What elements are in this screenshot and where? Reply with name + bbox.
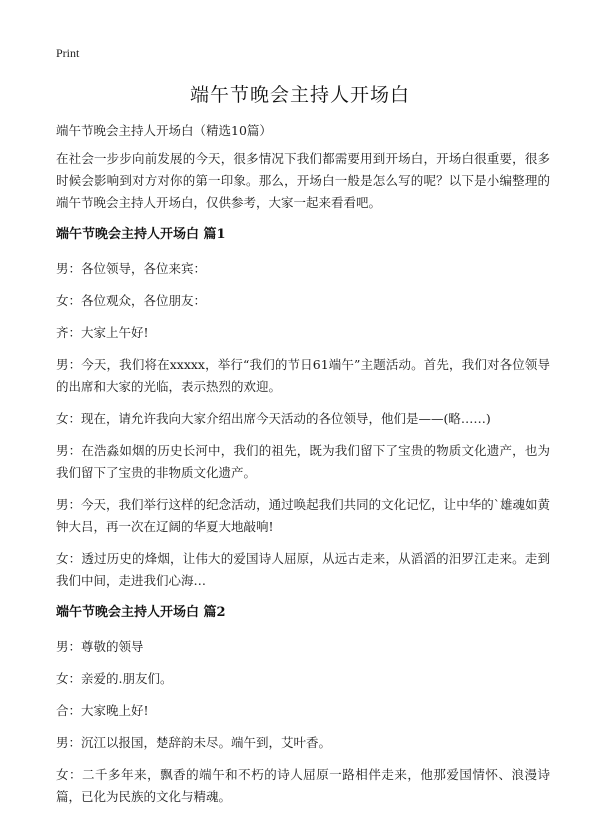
dialogue-line: 男：各位领导，各位来宾： [56,261,207,276]
dialogue-line: 男：在浩淼如烟的历史长河中，我们的祖先，既为我们留下了宝贵的物质文化遗产，也为我们留下了宝贵的非物质文化遗产。 [56,443,550,480]
dialogue-line: 男：沉江以报国，楚辞韵未尽。端午到，艾叶香。 [56,735,332,750]
document-subtitle: 端午节晚会主持人开场白（精选10篇） [56,123,272,138]
section-1 [56,224,550,592]
dialogue-line: 女：现在，请允许我向大家介绍出席今天活动的各位领导，他们是——(略……) [56,411,491,426]
document-content [56,120,550,818]
document-title: 端午节晚会主持人开场白 [189,84,410,106]
dialogue-line: 男：今天，我们举行这样的纪念活动，通过唤起我们共同的文化记忆，让中华的`雄魂如黄钟大吕，再一次在辽阔的华夏大地敲响! [56,497,550,534]
dialogue-line: 齐：大家上午好! [56,325,149,340]
dialogue-line: 合：大家晚上好! [56,703,149,718]
dialogue-line: 女：二千多年来，飘香的端午和不朽的诗人屈原一路相伴走来，他那爱国情怀、浪漫诗篇，已化为民族的文化与精魂。 [56,767,550,804]
section-heading: 端午节晚会主持人开场白 篇2 [56,605,226,620]
section-2 [56,602,550,808]
dialogue-line: 男：尊敬的领导 [56,639,144,654]
dialogue-line: 女：各位观众，各位朋友： [56,293,207,308]
print-label: Print [56,46,80,60]
dialogue-line: 男：今天，我们将在xxxxx，举行“我们的节日61端午”主题活动。首先，我们对各位领导的出席和大家的光临，表示热烈的欢迎。 [56,357,550,394]
intro-paragraph: 在社会一步步向前发展的今天，很多情况下我们都需要用到开场白，开场白很重要，很多时候会影响到对方对你的第一印象。那么，开场白一般是怎么写的呢？以下是小编整理的端午节晚会主持人开场白，仅供参考，大家一起来看看吧。 [56,151,550,210]
dialogue-line: 女：亲爱的.朋友们。 [56,671,173,686]
dialogue-line: 女：透过历史的烽烟，让伟大的爱国诗人屈原，从远古走来，从滔滔的汨罗江走来。走到我们中间，走进我们心海… [56,551,550,588]
section-heading: 端午节晚会主持人开场白 篇1 [56,227,226,242]
